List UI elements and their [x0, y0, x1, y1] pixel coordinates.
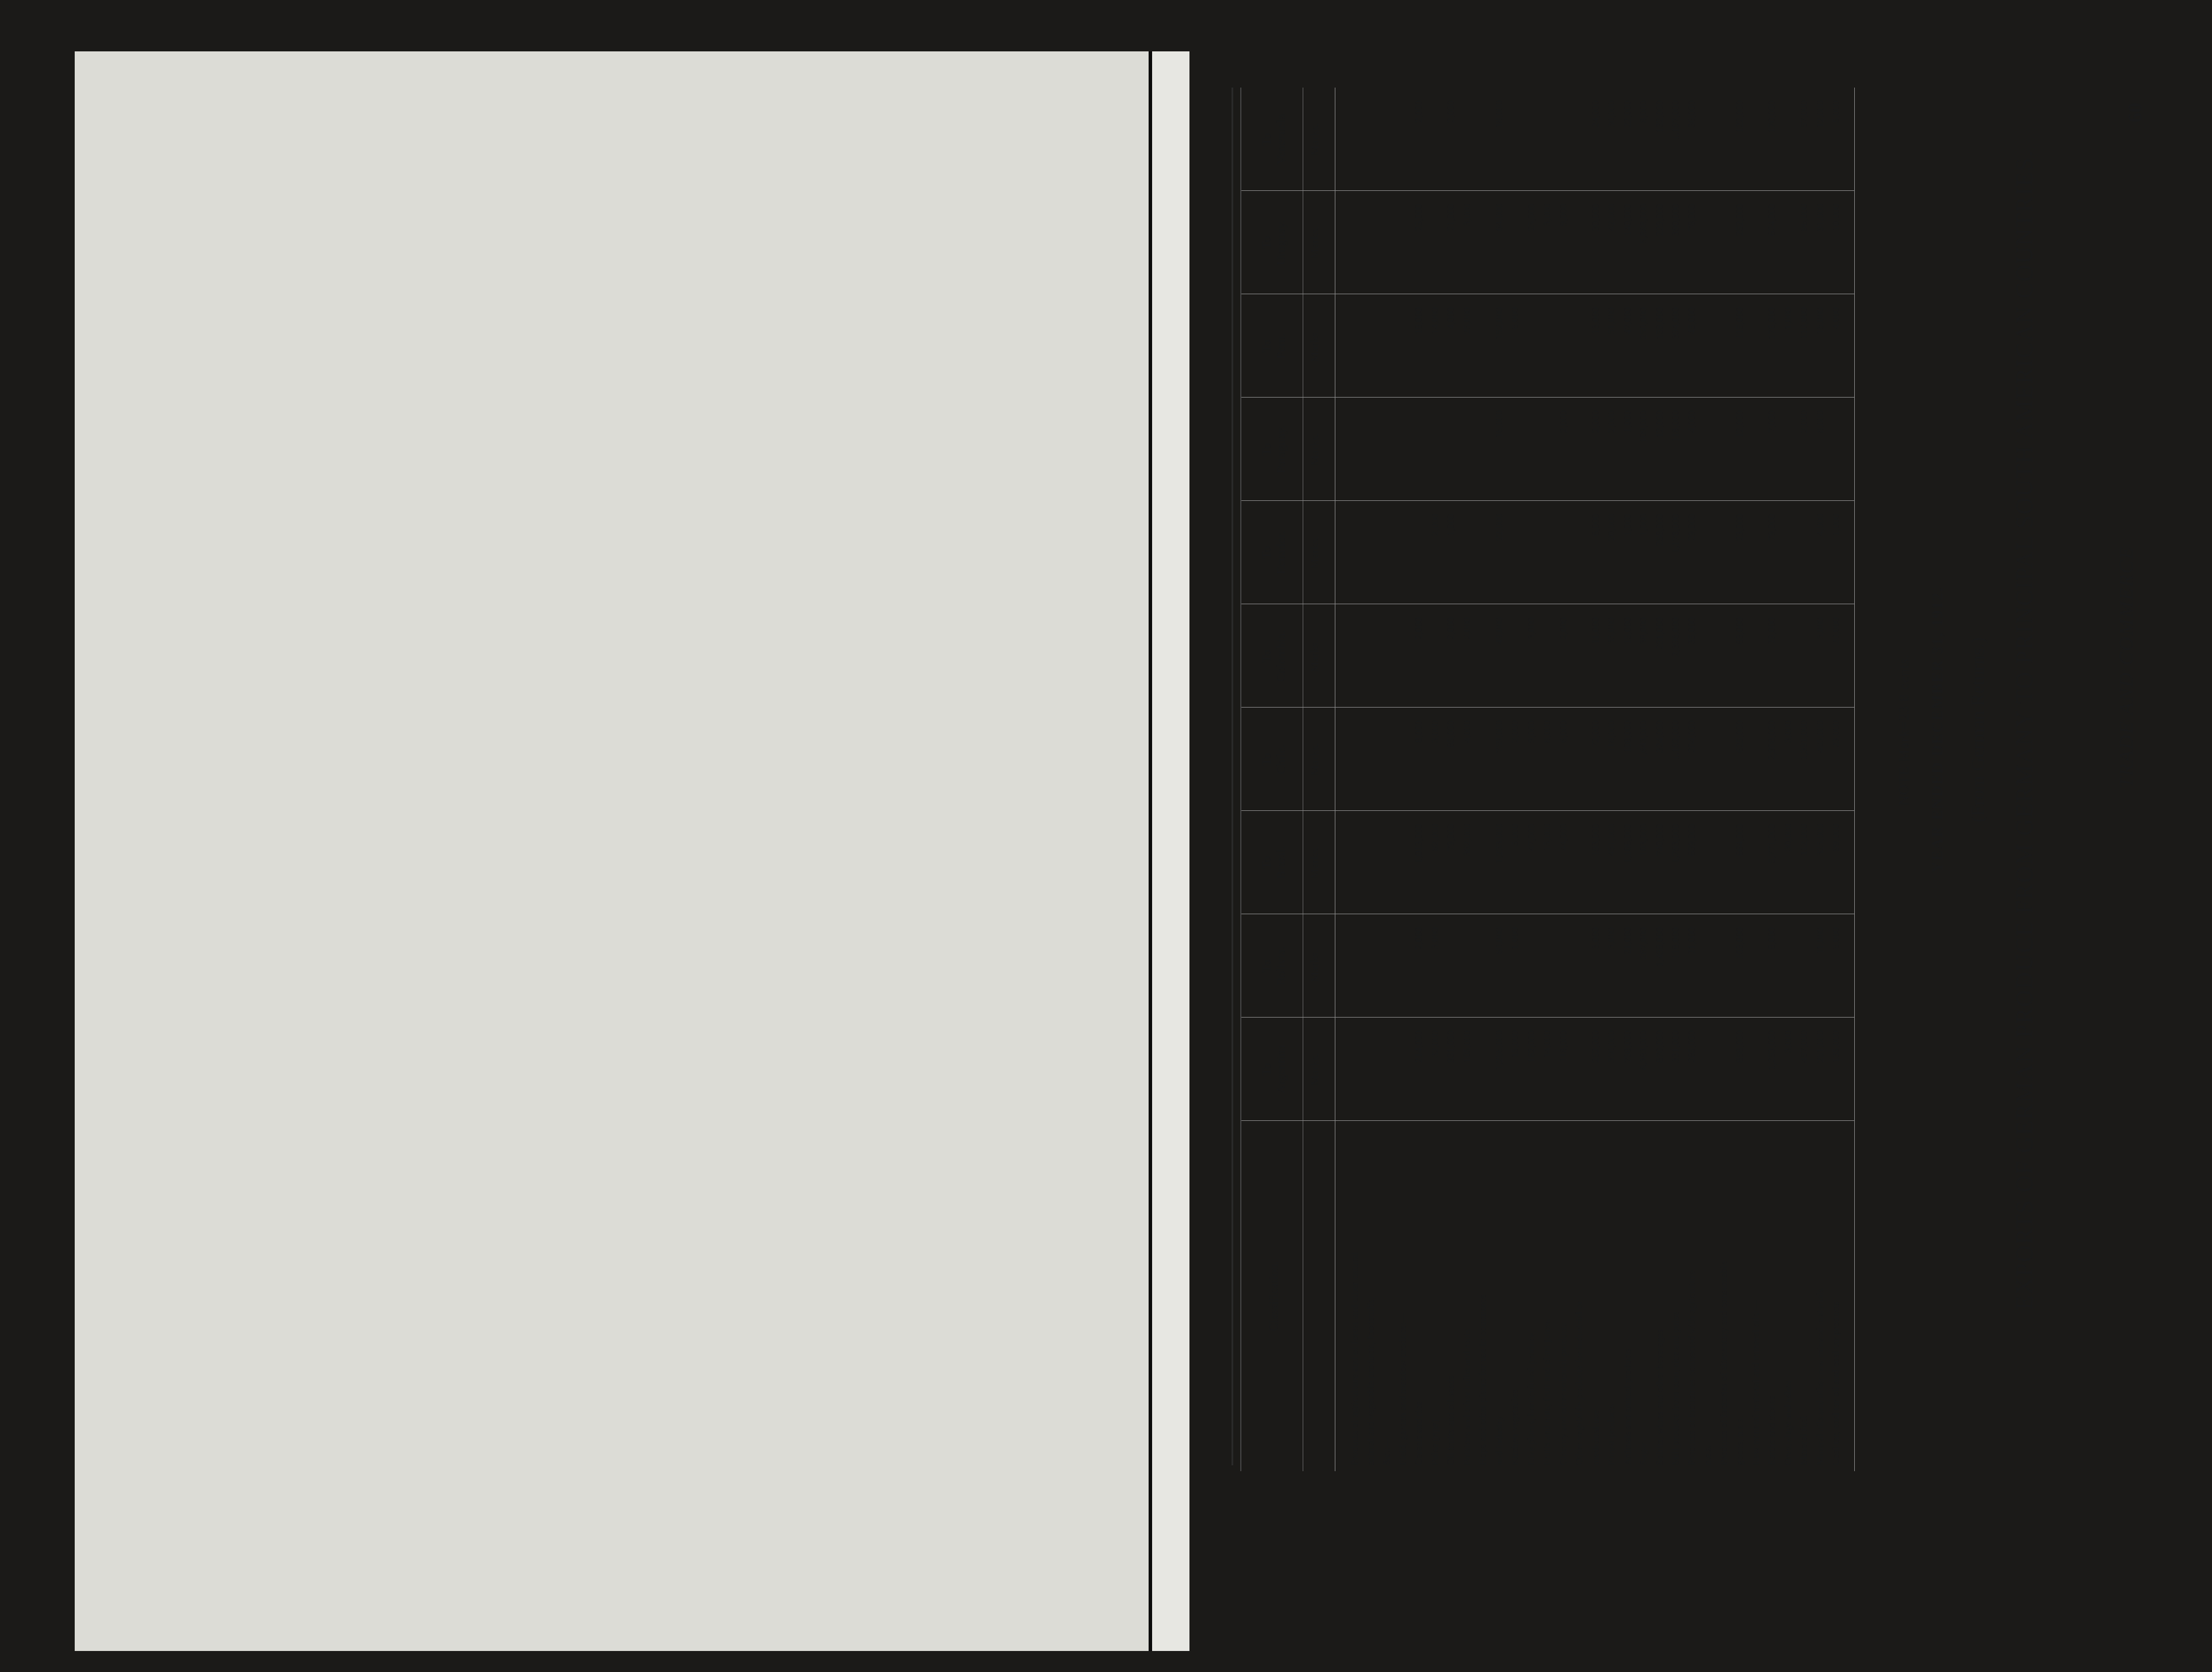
row-label: n.e.s.	[1702, 1444, 1713, 1465]
table-row	[1735, 88, 1745, 1471]
row-label: &c.:—	[1381, 1438, 1392, 1465]
table-cell: 36,000	[1686, 100, 1697, 128]
table-row	[1478, 88, 1488, 1471]
table-cell: 2,000	[1557, 410, 1569, 433]
table-cell: 16,000	[1493, 410, 1505, 438]
table-cell: 6,000	[1557, 720, 1569, 743]
table-cell: 362,000	[1461, 824, 1473, 856]
table-cell: 267,000	[1638, 927, 1649, 960]
table-cell: 13,000	[1589, 307, 1601, 335]
table-cell: 1,266,000	[1493, 1030, 1505, 1070]
table-cell: 9,000	[1557, 204, 1569, 227]
table-cell: 324,000	[1653, 720, 1665, 753]
table-cell: 118,000	[1670, 410, 1681, 443]
table-row	[1430, 88, 1440, 1471]
table-cell: 2,000	[1509, 720, 1520, 743]
table-cell: 72,000	[1589, 720, 1601, 748]
table-cell: 82,000	[1429, 824, 1440, 851]
column-header: To Argentina	[1259, 1044, 1288, 1094]
table-row	[1767, 88, 1777, 1471]
table-row	[1783, 88, 1794, 1471]
table-row	[1670, 88, 1681, 1471]
table-cell: 2,000	[1413, 100, 1424, 123]
table-cell: 6,000	[1509, 307, 1520, 330]
table-cell: 3,000	[1782, 1030, 1794, 1053]
row-label: Field, garden and meadow produce:—	[1397, 1312, 1408, 1465]
column-header: To Colombia.	[1259, 630, 1288, 682]
table-cell: 1,197,000	[1670, 100, 1681, 140]
column-unit: Marks.	[1309, 433, 1321, 466]
table-cell: 51,000	[1606, 307, 1617, 335]
table-row	[1638, 88, 1649, 1471]
table-cell: 5,888,000	[1638, 204, 1649, 243]
column-header: To Uruguay.	[1259, 220, 1288, 266]
table-cell: 18,000	[1493, 100, 1505, 128]
row-label: Fruits and nuts; fruit and plant juices	[1541, 1319, 1552, 1465]
column-unit: Marks.	[1309, 846, 1321, 879]
table-cell: 118,000	[1670, 927, 1681, 959]
table-cell: 14,000	[1541, 1030, 1552, 1058]
table-row	[1366, 88, 1376, 1471]
table-cell: 1,000	[1509, 927, 1520, 950]
table-cell: 103,000	[1734, 927, 1745, 960]
running-head: TRADE AND COMMERCE	[2116, 545, 2137, 788]
row-label: Animals and animal products	[1621, 1349, 1633, 1465]
table-cell: 1,391,000	[1798, 720, 1809, 760]
table-row	[1349, 88, 1360, 1471]
column-unit: Marks.	[1309, 743, 1321, 776]
table-cell: 132,000	[1653, 100, 1665, 133]
table-cell: 3,000	[1782, 720, 1794, 743]
table-cell: 176,000	[1766, 307, 1777, 340]
table-cell: 118,000	[1606, 720, 1617, 753]
table-cell: 25,000	[1461, 307, 1473, 335]
table-cell: 798,000	[1621, 1030, 1633, 1063]
table-cell: 11,000	[1814, 927, 1826, 955]
table-cell: 204,000	[1686, 720, 1697, 753]
table-cell: 2,000	[1461, 617, 1473, 640]
table-cell: 2,000	[1429, 514, 1440, 537]
table-cell: 159,000	[1653, 307, 1665, 340]
table-cell: 109,000	[1638, 410, 1649, 443]
column-header: To Peru.	[1259, 333, 1288, 359]
column-header: To Bolivia.	[1259, 946, 1288, 986]
table-cell: 29,000	[1686, 514, 1697, 541]
table-cell: 20,000	[1606, 514, 1617, 541]
table-cell: 1,178,000	[1670, 514, 1681, 553]
year-line: YEAR ENDED DECEMBER 31, 1912.	[1929, 587, 1946, 873]
row-label: Coal tar, coal tar oil and coal tar products	[1830, 1301, 1841, 1465]
table-row	[1590, 88, 1601, 1471]
column-unit: Marks.	[1309, 639, 1321, 673]
table-cell: 1,000	[1782, 307, 1794, 330]
table-cell: 1,000	[1830, 514, 1841, 537]
column-header: To Chile.	[1259, 744, 1288, 774]
table-cell: 115,000	[1734, 307, 1745, 339]
table-cell: 15,000	[1621, 617, 1633, 645]
row-label: Spirits, wines and other beverages	[1653, 1329, 1665, 1465]
table-cell: 285,000	[1686, 1030, 1697, 1063]
row-label: Mill produce from corn, rice and pulse	[1670, 1312, 1681, 1465]
table-cell: 258,000	[1653, 514, 1665, 546]
table-row	[1799, 88, 1809, 1471]
table-cell: 8,000	[1413, 720, 1424, 743]
column-unit: Marks.	[1309, 123, 1321, 156]
table-row	[1815, 88, 1826, 1471]
table-cell: 96,000	[1798, 204, 1809, 231]
document-page	[75, 51, 1149, 1651]
table-cell: 2,000	[1606, 410, 1617, 433]
table-row	[1702, 88, 1713, 1471]
table-cell: 252,000	[1734, 204, 1745, 236]
table-cell: 252,000	[1589, 1030, 1601, 1063]
column-unit: Marks.	[1309, 1053, 1321, 1086]
table-row	[1414, 88, 1424, 1471]
table-cell: 291,000	[1653, 617, 1665, 650]
table-cell: 2,908,000	[1766, 720, 1777, 760]
table-cell: 3,000	[1606, 927, 1617, 950]
row-label: Forest products	[1606, 1403, 1617, 1465]
table-cell: 4,000	[1445, 307, 1456, 330]
table-cell: 12,000	[1734, 410, 1745, 438]
table-cell: 2,000	[1798, 410, 1809, 433]
table-cell: 118,000	[1557, 1030, 1569, 1063]
table-cell: 870,000	[1653, 1030, 1665, 1063]
table-cell: 229,000	[1653, 204, 1665, 236]
page-number: 60	[2124, 103, 2146, 123]
row-label: Mineral fuel	[1798, 1416, 1809, 1465]
column-header: To Paraguay.	[1259, 425, 1288, 473]
table-row	[1655, 88, 1665, 1471]
table-cell: 3,000	[1429, 720, 1440, 743]
table-cell: 140,000	[1621, 204, 1633, 236]
table-cell: 325,000	[1814, 824, 1826, 856]
table-cell: 390,000	[1670, 204, 1681, 236]
row-label: Chicory and other colonial products	[1557, 1322, 1569, 1465]
table-row	[1542, 88, 1552, 1471]
table-cell: 23,000	[1734, 514, 1745, 541]
table-cell: 5,771,000	[1766, 824, 1777, 863]
table-row	[1751, 88, 1761, 1471]
table-cell: 47,000	[1621, 307, 1633, 335]
table-cell: 3,000	[1589, 927, 1601, 950]
table-cell: 99,000	[1830, 824, 1841, 851]
table-cell: 91,000	[1814, 204, 1826, 231]
table-row	[1446, 88, 1456, 1471]
table-cell: 4,000	[1461, 720, 1473, 743]
row-label: Ores, slags and ashes	[1782, 1381, 1794, 1465]
row-label: Oil fruits and oil seeds	[1445, 1375, 1456, 1465]
table-cell: 5,000	[1509, 824, 1520, 847]
table-cell: 30,000	[1606, 100, 1617, 128]
table-row	[1526, 88, 1537, 1471]
row-label: Cereals and rice	[1413, 1401, 1424, 1465]
table-cell: 8,000	[1814, 410, 1826, 433]
table-cell: 3,000	[1814, 617, 1826, 640]
table-cell: 5,000	[1830, 100, 1841, 123]
table-cell: 8,000	[1638, 100, 1649, 123]
table-row	[1494, 88, 1505, 1471]
table-cell: 1,233,000	[1493, 824, 1505, 863]
table-cell: 624,000	[1766, 204, 1777, 236]
table-cell: 44,000	[1557, 824, 1569, 851]
table-cell: 22,000	[1621, 100, 1633, 128]
table-row	[1398, 88, 1408, 1471]
table-cell: 14,000	[1429, 307, 1440, 335]
table-cell: 3,000	[1461, 204, 1473, 227]
note-line: NOTE Mark=23 8 cents.	[1897, 654, 1912, 806]
table-cell: 457,000	[1798, 1030, 1809, 1063]
table-cell: 214,000	[1413, 1030, 1424, 1063]
table-cell: 110,000	[1798, 307, 1809, 339]
table-cell: 30,000	[1589, 204, 1601, 231]
table-cell: 4,000	[1830, 307, 1841, 330]
table-cell: 9,000	[1525, 720, 1537, 743]
table-cell: 405,000	[1814, 720, 1826, 753]
footer-rule	[1231, 88, 1233, 1465]
table-cell: 3,000	[1429, 927, 1440, 950]
table-cell: 1,192,000	[1670, 720, 1681, 760]
table-cell: 2,000	[1413, 927, 1424, 950]
table-cell: 3,000	[1541, 204, 1552, 227]
table-cell: 7,000	[1766, 410, 1777, 433]
table-cell: 108,000	[1621, 720, 1633, 753]
row-label: goods, n.e.s.	[1734, 1416, 1745, 1465]
table-cell: 103,000	[1638, 824, 1649, 856]
table-cell: 162,000	[1525, 1030, 1537, 1063]
table-cell: 261,000	[1814, 1030, 1826, 1063]
table-row	[1574, 88, 1585, 1471]
row-label: Kitchen vegetables	[1509, 1389, 1520, 1465]
table-cell: 47,000	[1525, 824, 1537, 851]
table-cell: 331,000	[1670, 1030, 1681, 1063]
row-label: Potatoes and other bulbs and roots	[1461, 1329, 1473, 1465]
table-cell: 2,000	[1557, 617, 1569, 640]
row-label: Hops and other plants for use in commerce	[1477, 1294, 1488, 1465]
table-cell: 1,013,000	[1413, 824, 1424, 863]
table-cell: 10,000	[1830, 204, 1841, 231]
table-cell: 60,000	[1493, 927, 1505, 955]
table-cell: 1,106,000	[1621, 824, 1633, 863]
table-row	[1719, 88, 1729, 1471]
table-cell: 3,000	[1525, 617, 1537, 640]
classification-header: Classification.	[1267, 1260, 1281, 1332]
row-label: Mineral oils and other raw mineral materials	[1814, 1288, 1826, 1465]
table-cell: 135,000	[1830, 1030, 1841, 1063]
table-cell: 8,000	[1541, 720, 1552, 743]
table-cell: 1,000	[1445, 514, 1456, 537]
table-cell: 112,000	[1798, 824, 1809, 856]
table-cell: 12,000	[1653, 410, 1665, 438]
table-row	[1381, 88, 1392, 1471]
table-cell: 6,000	[1830, 927, 1841, 950]
row-label: Earths and stones	[1766, 1396, 1777, 1465]
table-cell: 78,000	[1686, 204, 1697, 231]
row-label: and industry	[1493, 1416, 1505, 1465]
table-cell: 64,000	[1493, 204, 1505, 231]
row-label: Live plants, horticultural produce	[1525, 1332, 1537, 1465]
table-cell: 170,000	[1766, 100, 1777, 133]
table-cell: 1,000	[1621, 514, 1633, 537]
row-label: Products of industries connected with agriculture	[1686, 1270, 1697, 1465]
table-cell: 45,000	[1686, 307, 1697, 335]
table-cell: 22,000	[1493, 514, 1505, 541]
table-cell: 250,000	[1638, 307, 1649, 340]
row-label: Products of agriculture and of forest and other natural	[1349, 1252, 1360, 1465]
table-cell: 23,000	[1830, 720, 1841, 748]
table-cell: 18,000	[1413, 307, 1424, 335]
table-cell: 20,000	[1830, 617, 1841, 645]
table-cell: 394,000	[1670, 307, 1681, 340]
table-cell: 6,000	[1589, 514, 1601, 537]
row-label: Raw mineral material and mineral oils:—	[1750, 1300, 1761, 1465]
row-label: Sugar	[1638, 1442, 1649, 1465]
table-cell: 2,000	[1589, 410, 1601, 433]
table-cell: 15,000	[1541, 824, 1552, 851]
table-cell: 4,000	[1686, 410, 1697, 433]
row-label: animal and vegetable products, foodstuffs,	[1365, 1297, 1376, 1465]
table-cell: 2,396,000	[1670, 617, 1681, 657]
table-cell: 25,000	[1413, 204, 1424, 231]
table-cell: 49,000	[1493, 617, 1505, 645]
column-header: To Ecuador.	[1259, 531, 1288, 574]
table-cell: 152,000	[1493, 307, 1505, 340]
column-unit: Marks.	[1309, 536, 1321, 569]
table-row	[1606, 88, 1617, 1471]
table-cell: 25,000	[1525, 204, 1537, 231]
table-cell: 2,000	[1445, 100, 1456, 123]
table-cell: 8,000	[1766, 927, 1777, 950]
table-row	[1831, 88, 1841, 1471]
table-cell: 11,000	[1589, 617, 1601, 645]
table-cell: 29,000	[1766, 617, 1777, 645]
row-label: Pulse (ripe)	[1429, 1419, 1440, 1465]
table-cell: 12,000	[1814, 100, 1826, 128]
table-cell: 2,000	[1445, 617, 1456, 640]
column-unit: Marks.	[1309, 329, 1321, 363]
table-cell: 1,253,000	[1766, 1030, 1777, 1070]
table-cell: 1,498,000	[1653, 927, 1665, 967]
table-cell: 42,000	[1606, 204, 1617, 231]
table-cell: 21,000	[1621, 927, 1633, 955]
table-cell: 79,000	[1445, 824, 1456, 851]
exports-table	[1240, 88, 1855, 1471]
table-cell: 35,000	[1606, 617, 1617, 645]
table-cell: 85,000	[1445, 720, 1456, 748]
table-cell: 83,000	[1734, 617, 1745, 645]
row-label: medicinal use	[1589, 1410, 1601, 1465]
table-cell: 21,000	[1686, 927, 1697, 955]
table-cell: 21,000	[1445, 204, 1456, 231]
column-unit: Marks.	[1309, 949, 1321, 983]
table-row	[1623, 88, 1633, 1471]
table-row	[1687, 88, 1697, 1471]
row-label: Other vegetable products for industrial or	[1573, 1301, 1585, 1465]
rotated-page-content	[1144, 0, 2212, 1547]
table-row	[1462, 88, 1473, 1471]
table-cell: 625,000	[1734, 720, 1745, 753]
table-row	[1558, 88, 1569, 1471]
row-label: Products of factories of alimentary and consumable	[1718, 1260, 1729, 1465]
table-cell: 193,000	[1589, 824, 1601, 856]
table-cell: 38,000	[1638, 617, 1649, 645]
table-cell: 16,000	[1814, 307, 1826, 335]
table-cell: 858,000	[1734, 1030, 1745, 1063]
table-row	[1510, 88, 1520, 1471]
page-subtitle: (From German Returns.)	[1967, 637, 1988, 823]
table-cell: 122,000	[1734, 100, 1745, 133]
table-cell: 79,000	[1766, 514, 1777, 541]
table-cell: 740,000	[1653, 824, 1665, 856]
column-header: To Brazil.	[1259, 846, 1288, 879]
table-cell: 8,383,000	[1638, 1030, 1649, 1070]
table-cell: 1,000	[1638, 514, 1649, 537]
table-cell: 1,793,000	[1670, 824, 1681, 863]
table-cell: 451,000	[1606, 824, 1617, 856]
table-cell: 30,000	[1782, 824, 1794, 851]
table-cell: 664,000	[1734, 824, 1745, 856]
table-cell: 350,000	[1606, 1030, 1617, 1063]
table-cell: 35,000	[1686, 617, 1697, 645]
table-cell: 759,000	[1493, 720, 1505, 753]
table-cell: 2,000	[1413, 617, 1424, 640]
column-unit: Marks.	[1309, 226, 1321, 259]
column-header: To Venezuela	[1259, 114, 1288, 165]
table-cell: 4,000	[1814, 514, 1826, 537]
table-cell: 639,000	[1686, 824, 1697, 856]
page-title: EXPORTS OF GERMAN PRODUCE FROM GERMANY TO PRINCIPAL SOUTH AMERICAN COUNTRIES.	[2011, 149, 2037, 1310]
table-cell: 1,000	[1621, 410, 1633, 433]
table-cell: 32,000	[1429, 1030, 1440, 1058]
table-cell: 931,000	[1445, 1030, 1456, 1063]
table-cell: 105,000	[1461, 1030, 1473, 1063]
table-cell: 57,000	[1798, 100, 1809, 128]
table-cell: 15,000	[1509, 1030, 1520, 1058]
table-cell: 24,000	[1589, 100, 1601, 128]
table-cell: 1,643,000	[1638, 720, 1649, 760]
